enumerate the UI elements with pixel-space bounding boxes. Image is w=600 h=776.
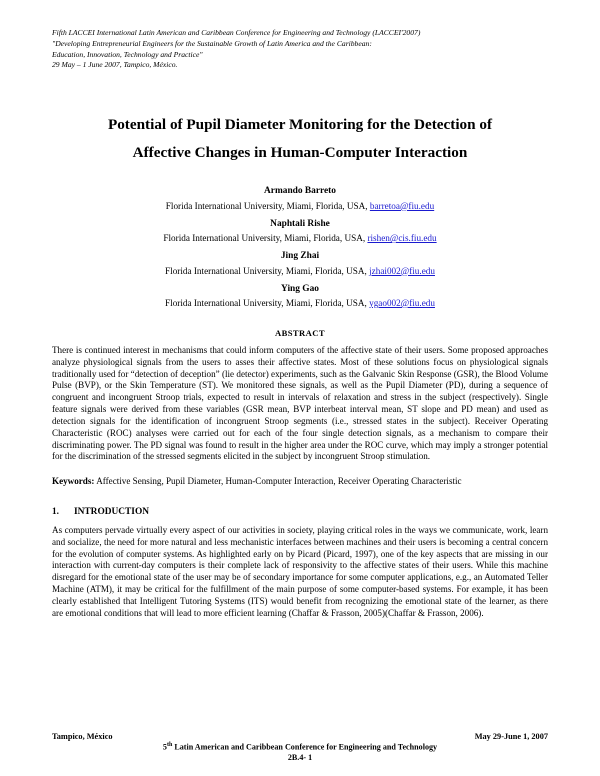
author-email-link[interactable]: ygao002@fiu.edu: [369, 297, 435, 308]
footer-location: Tampico, México: [52, 732, 113, 742]
conference-header-line-3: Education, Innovation, Technology and Practice": [52, 49, 203, 59]
author-name: Jing Zhai: [280, 251, 320, 262]
footer-page-number: 2B.4- 1: [287, 753, 313, 762]
author-affiliation: [52, 232, 548, 245]
author-entry: [52, 250, 548, 277]
conference-header-line-1: Fifth LACCEI International Latin American and Caribbean Conference for Engineering and Technology (LACCEI'2007): [52, 28, 421, 37]
author-entry: [52, 283, 548, 310]
author-list: [52, 185, 548, 310]
page-title-line-2: Affective Changes in Human-Computer Interaction: [132, 144, 468, 162]
keywords-line: [52, 476, 548, 488]
page-footer: [52, 732, 548, 762]
author-entry: [52, 185, 548, 212]
conference-header: [52, 28, 548, 71]
footer-edition-suffix: th: [166, 742, 173, 749]
author-entry: [52, 218, 548, 245]
author-affiliation-text: Florida International University, Miami, Florida, USA,: [165, 265, 370, 276]
author-affiliation: [52, 200, 548, 213]
footer-conference-name: Latin American and Caribbean Conference for Engineering and Technology: [172, 743, 438, 752]
page-title-line-1: Potential of Pupil Diameter Monitoring for the Detection of: [107, 116, 493, 134]
author-email-link[interactable]: barretoa@fiu.edu: [369, 200, 435, 211]
footer-date: May 29-June 1, 2007: [474, 732, 548, 742]
abstract-heading: ABSTRACT: [275, 328, 325, 338]
author-affiliation-text: Florida International University, Miami, Florida, USA,: [163, 233, 368, 244]
author-affiliation: [52, 265, 548, 278]
footer-edition-number: 5: [162, 743, 167, 752]
conference-header-line-4: 29 May – 1 June 2007, Tampico, México.: [52, 60, 178, 70]
author-affiliation-text: Florida International University, Miami, Florida, USA,: [165, 200, 370, 211]
author-affiliation: [52, 297, 548, 310]
keywords-label: Keywords:: [52, 476, 95, 487]
author-email-link[interactable]: rishen@cis.fiu.edu: [367, 233, 437, 244]
footer-top-row: [52, 732, 548, 741]
footer-conference-line: [52, 742, 548, 752]
author-affiliation-text: Florida International University, Miami, Florida, USA,: [165, 297, 370, 308]
keywords-text: Affective Sensing, Pupil Diameter, Human-Computer Interaction, Receiver Operating Characteristic: [94, 476, 462, 487]
introduction-title: INTRODUCTION: [74, 506, 150, 517]
introduction-heading: [52, 506, 548, 517]
author-name: Armando Barreto: [264, 186, 336, 197]
author-email-link[interactable]: jzhai002@fiu.edu: [369, 265, 435, 276]
page-title: [58, 111, 542, 167]
introduction-number: 1.: [52, 505, 59, 516]
abstract-text: There is continued interest in mechanisms that could inform computers of the affective state of their users. Some proposed approaches analyze physiological signals from the users to asses their affective states. Most of these solutions focus on physiological signals traditionally used for “detection of deception” (lie detector) experiments, such as the Galvanic Skin Response (GSR), the Blood Volume Pulse (BVP), or the Skin Temperature (ST). We monitored these signals, as well as the Pupil Diameter (PD), during a sequence of congruent and incongruent Stroop trials, expected to result in intervals of relaxation and stress in the subject (respectively). Single feature signals were derived from these variables (GSR mean, BVP interbeat interval mean, ST slope and PD mean) and used as detection signals for the identification of incongruent Stroop segments (i.e., stressed states in the subject). Receiver Operating Characteristic (ROC) analyses were carried out for each of the four single detection signals, as a mechanism to compare their discriminating power. The PD signal was found to result in the higher area under the ROC curve, which may imply a stronger potential for the discrimination of the stressed segments elicited in the subject by incongruent Stroop stimulation.: [52, 345, 548, 462]
conference-header-line-2: "Developing Entrepreneurial Engineers for the Sustainable Growth of Latin America and the Caribbean:: [52, 38, 372, 48]
author-name: Ying Gao: [281, 283, 319, 294]
author-name: Naphtali Rishe: [270, 218, 330, 229]
introduction-text: As computers pervade virtually every aspect of our activities in society, playing critical roles in the ways we communicate, work, learn and socialize, the need for more natural and less mechanistic interfaces between machines and their users is becoming a central concern for the evolution of computer systems. As highlighted early on by Picard (Picard, 1997), one of the key aspects that are missing in our interaction with current-day computers is their complete lack of responsivity to the affective states of their users. While this machine disregard for the emotional state of the user may be of secondary importance for some computer applications, e.g., an Automated Teller Machine (ATM), it may be critical for the fulfillment of the main purpose of some computer-based systems. For example, it has been clearly established that Intelligent Tutoring Systems (ITS) would benefit from recognizing the emotional state of the learner, as there are emotional conditions that will lead to more efficient learning (Chaffar & Frasson, 2005)(Chaffar & Frasson, 2006).: [52, 524, 548, 618]
